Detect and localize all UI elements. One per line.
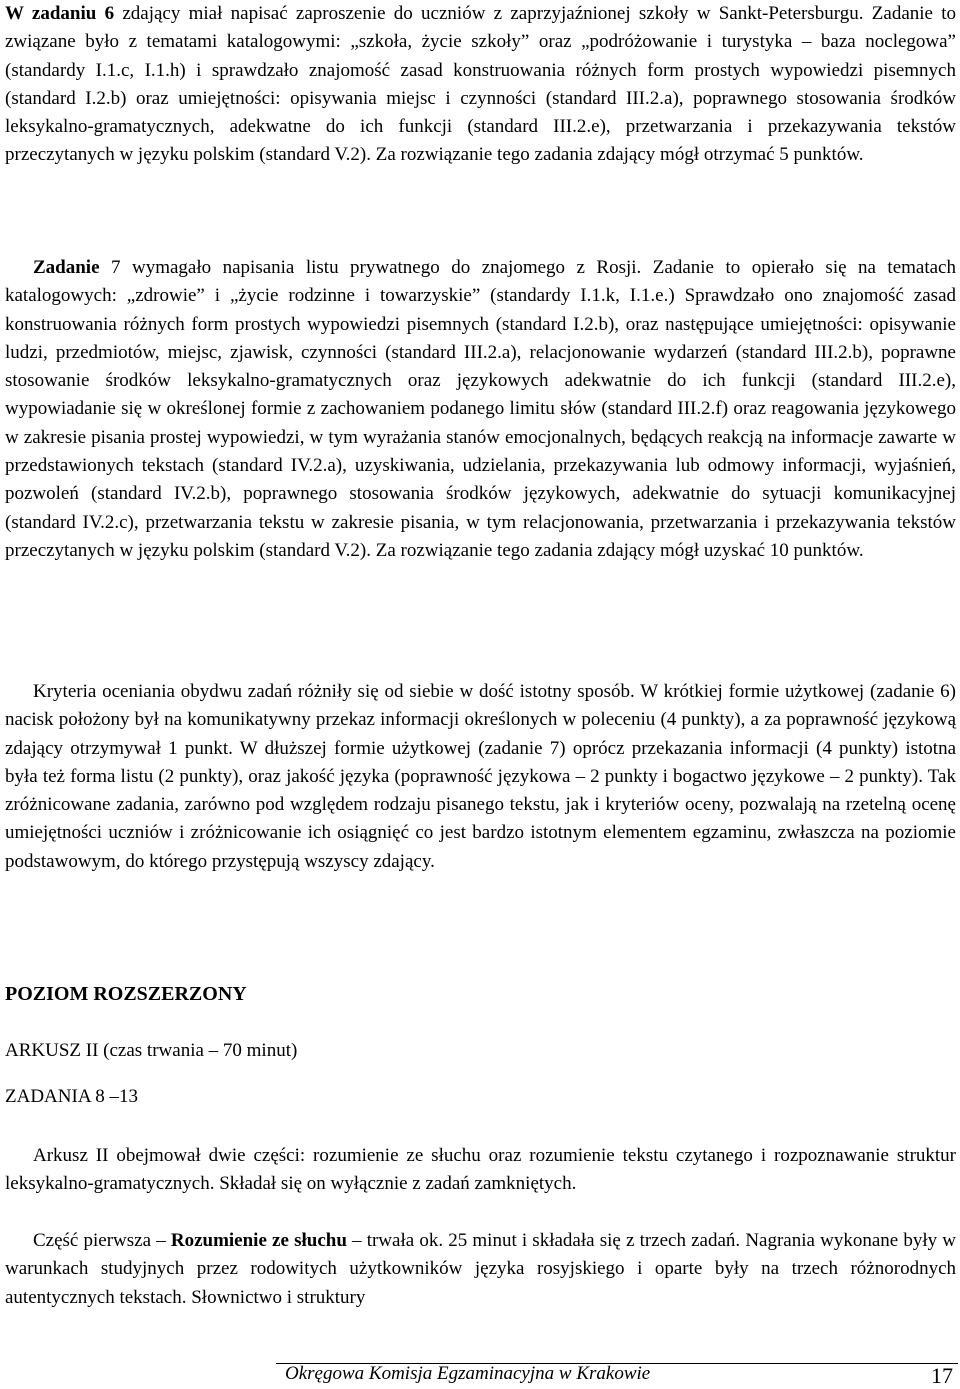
zadanie-7-lead: Zadanie [33,257,100,278]
paragraph-czesc-pierwsza [5,1227,956,1312]
czesc1-after: – trwała ok. 25 minut i składała się z trzech zadań. Nagrania wykonane były w warunkach studyjnych przez rodowitych użytkowników języka rosyjskiego i oparte były na trzech różnorodnych autentycznych tekstach. Słownictwo i struktury [5,1230,957,1308]
paragraph-kryteria: Kryteria oceniania obydwu zadań różniły się od siebie w dość istotny sposób. W krótkiej formie użytkowej (zadanie 6) nacisk położony był na komunikatywny przekaz informacji określonych w poleceniu (4 punkty), a za poprawność językową zdający otrzymywał 1 punkt. W dłuższej formie użytkowej (zadanie 7) oprócz przekazania informacji (4 punkty) istotna była też forma listu (2 punkty), oraz jakość języka (poprawność językowa – 2 punkty i bogactwo językowe – 2 punkty). Tak zróżnicowane zadania, zarówno pod względem rodzaju pisanego tekstu, jak i kryteriów oceny, pozwalają na rzetelną ocenę umiejętności uczniów i zróżnicowanie ich osiągnięć co jest bardzo istotnym elementem egzaminu, zwłaszcza na poziomie podstawowym, do którego przystępują wszyscy zdający. [5,681,956,872]
zadanie-6-lead: W zadaniu 6 [5,3,115,24]
zadanie-7-text: 7 wymagało napisania listu prywatnego do znajomego z Rosji. Zadanie to opierało się na tematach katalogowych: „zdrowie” i „życie rodzinne i towarzyskie” (standardy I.1.k, I.1.e.) Sprawdzało ono znajomość zasad konstruowania różnych form prostych wypowiedzi pisemnych (standard I.2.b), oraz następujące umiejętności: opisywanie ludzi, przedmiotów, miejsc, zjawisk, czynności (standard III.2.a), relacjonowanie wydarzeń (standard III.2.b), poprawne stosowanie środków leksykalno-gramatycznych oraz językowych adekwatnie do ich funkcji (standard III.2.e), wypowiadanie się w określonej formie z zachowaniem podanego limitu słów (standard III.2.f) oraz reagowania językowego w zakresie pisania prostej wypowiedzi, w tym wyrażania stanów emocjonalnych, będących reakcją na informacje zawarte w przedstawionych tekstach (standard IV.2.a), uzyskiwania, udzielania, przekazywania lub odmowy informacji, wyjaśnień, pozwoleń (standard IV.2.b), poprawnego stosowania środków językowych, adekwatnie do sytuacji komunikacyjnej (standard IV.2.c), przetwarzania tekstu w zakresie pisania, w tym relacjonowania, przetwarzania i przekazywania tekstów przeczytanych w języku polskim (standard V.2). Za rozwiązanie tego zadania zdający mógł uzyskać 10 punktów. [5,257,956,561]
zadanie-6-text: zdający miał napisać zaproszenie do uczniów z zaprzyjaźnionej szkoły w Sankt-Petersburgu. Zadanie to związane było z tematami katalogowymi: „szkoła, życie szkoły” oraz „podróżowanie i turystyka – baza noclegowa” (standardy I.1.c, I.1.h) i sprawdzało znajomość zasad konstruowania różnych form prostych wypowiedzi pisemnych (standard I.2.b) oraz umiejętności: opisywania miejsc i czynności (standard III.2.a), poprawnego stosowania środków leksykalno-gramatycznych, adekwatne do ich funkcji (standard III.2.e), przetwarzania i przekazywania tekstów przeczytanych w języku polskim (standard V.2). Za rozwiązanie tego zadania zdający mógł otrzymać 5 punktów. [5,3,956,166]
czesc1-before: Część pierwsza – [33,1230,171,1251]
zadania-heading: ZADANIA 8 –13 [5,1086,138,1107]
arkusz-heading: ARKUSZ II (czas trwania – 70 minut) [5,1040,298,1061]
paragraph-zadanie-6 [5,0,956,170]
section-heading-level: POZIOM ROZSZERZONY [5,983,247,1005]
footer-institution: Okręgowa Komisja Egzaminacyjna w Krakowie [285,1363,651,1384]
page-number: 17 [931,1363,953,1388]
paragraph-arkusz-intro: Arkusz II obejmował dwie części: rozumienie ze słuchu oraz rozumienie tekstu czytanego i rozpoznawanie struktur leksykalno-gramatycznych. Składał się on wyłącznie z zadań zamkniętych. [5,1145,956,1195]
czesc1-bold: Rozumienie ze słuchu [170,1230,347,1251]
paragraph-zadanie-7 [5,254,956,565]
